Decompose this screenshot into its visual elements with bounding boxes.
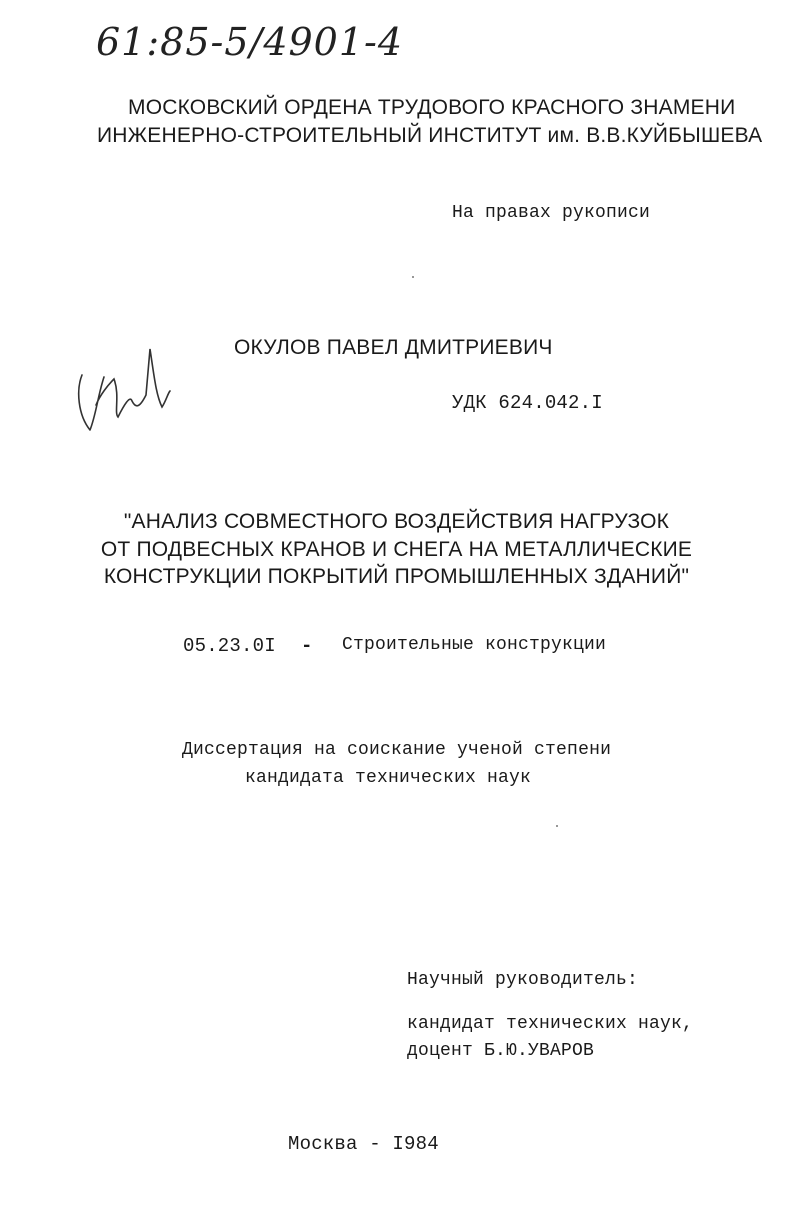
supervisor-degree: кандидат технических наук, [407, 1014, 694, 1034]
dissertation-line-2: кандидата технических наук [245, 768, 532, 788]
specialty-dash: - [301, 635, 313, 657]
title-line-2: ОТ ПОДВЕСНЫХ КРАНОВ И СНЕГА НА МЕТАЛЛИЧЕСКИЕ [100, 538, 693, 561]
supervisor-label: Научный руководитель: [407, 970, 639, 990]
specialty-code: 05.23.0I [183, 635, 276, 657]
archive-number: 61:85-5/4901-4 [96, 20, 404, 64]
institute-line-2: ИНЖЕНЕРНО-СТРОИТЕЛЬНЫЙ ИНСТИТУТ им. В.В.КУЙБЫШЕВА [97, 124, 763, 147]
dissertation-line-1: Диссертация на соискание ученой степени [182, 740, 612, 760]
specialty-name: Строительные конструкции [342, 635, 607, 655]
scan-speck [556, 825, 558, 827]
institute-line-1: МОСКОВСКИЙ ОРДЕНА ТРУДОВОГО КРАСНОГО ЗНАМЕНИ [128, 96, 736, 119]
signature-mark [70, 335, 180, 440]
city-year: Москва - I984 [288, 1133, 439, 1155]
title-line-3: КОНСТРУКЦИИ ПОКРЫТИЙ ПРОМЫШЛЕННЫХ ЗДАНИЙ" [103, 565, 690, 588]
supervisor-name: доцент Б.Ю.УВАРОВ [407, 1041, 595, 1061]
rights-note: На правах рукописи [452, 203, 651, 223]
udc-code: УДК 624.042.I [452, 392, 603, 414]
title-line-1: "АНАЛИЗ СОВМЕСТНОГО ВОЗДЕЙСТВИЯ НАГРУЗОК [123, 510, 670, 533]
author-name: ОКУЛОВ ПАВЕЛ ДМИТРИЕВИЧ [234, 336, 553, 359]
scan-speck [412, 276, 414, 278]
